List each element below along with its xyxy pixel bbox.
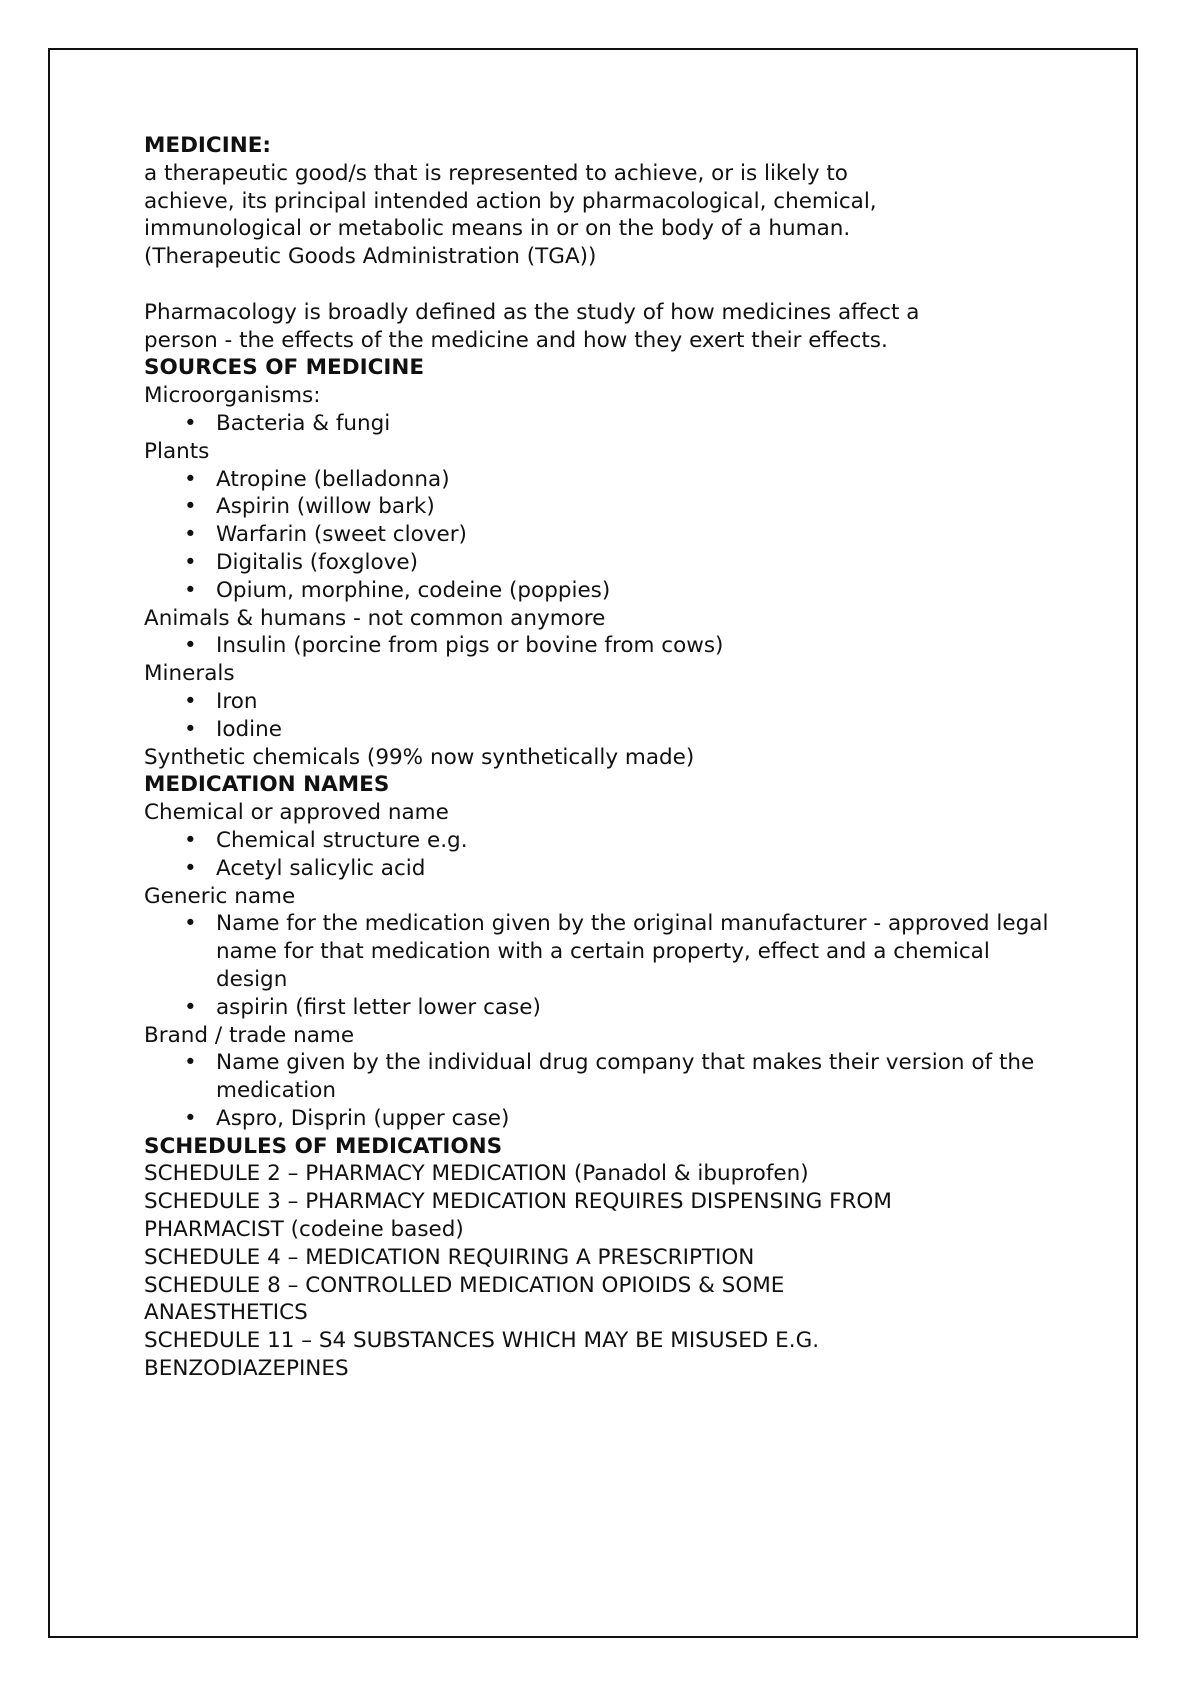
list-item: • Aspro, Disprin (upper case) bbox=[184, 1105, 510, 1131]
list-item: • Warfarin (sweet clover) bbox=[184, 522, 467, 548]
names-heading: MEDICATION NAMES bbox=[144, 772, 390, 798]
list-item: • Chemical structure e.g. bbox=[184, 827, 468, 853]
document-body bbox=[144, 132, 1064, 1383]
synthetic-source: Synthetic chemicals (99% now synthetically made) bbox=[144, 744, 695, 770]
bullet-icon: • bbox=[184, 577, 197, 603]
bullet-icon: • bbox=[184, 994, 197, 1020]
definition-source: (Therapeutic Goods Administration (TGA)) bbox=[144, 244, 597, 270]
spacer bbox=[144, 271, 1064, 299]
bullet-icon: • bbox=[184, 716, 197, 742]
list-item: • Opium, morphine, codeine (poppies) bbox=[184, 577, 611, 603]
schedule-line: SCHEDULE 2 – PHARMACY MEDICATION (Panadol & ibuprofen) bbox=[144, 1161, 809, 1187]
schedule-line: SCHEDULE 8 – CONTROLLED MEDICATION OPIOIDS & SOME bbox=[144, 1272, 785, 1298]
name-group-label: Chemical or approved name bbox=[144, 800, 449, 826]
source-group-label: Animals & humans - not common anymore bbox=[144, 605, 606, 631]
schedule-line: ANAESTHETICS bbox=[144, 1300, 308, 1326]
bullet-icon: • bbox=[184, 855, 197, 881]
schedule-line: SCHEDULE 4 – MEDICATION REQUIRING A PRESCRIPTION bbox=[144, 1244, 755, 1270]
schedules-heading: SCHEDULES OF MEDICATIONS bbox=[144, 1133, 503, 1159]
source-list bbox=[144, 688, 1064, 744]
schedule-line: SCHEDULE 3 – PHARMACY MEDICATION REQUIRES DISPENSING FROM bbox=[144, 1189, 892, 1215]
bullet-icon: • bbox=[184, 549, 197, 575]
source-list bbox=[144, 410, 1064, 438]
list-item: • Name given by the individual drug company that makes their version of the medication bbox=[184, 1050, 1035, 1104]
bullet-icon: • bbox=[184, 688, 197, 714]
list-item: • Iodine bbox=[184, 716, 282, 742]
source-group-label: Plants bbox=[144, 438, 210, 464]
bullet-icon: • bbox=[184, 827, 197, 853]
list-item: • Digitalis (foxglove) bbox=[184, 549, 419, 575]
sources-heading: SOURCES OF MEDICINE bbox=[144, 355, 425, 381]
source-group-label: Microorganisms: bbox=[144, 383, 321, 409]
bullet-icon: • bbox=[184, 1105, 197, 1131]
bullet-icon: • bbox=[184, 494, 197, 520]
medicine-heading: MEDICINE: bbox=[144, 133, 271, 158]
source-group-label: Minerals bbox=[144, 661, 235, 687]
bullet-icon: • bbox=[184, 522, 197, 548]
definition-line: immunological or metabolic means in or on the body of a human. bbox=[144, 216, 851, 242]
schedule-line: PHARMACIST (codeine based) bbox=[144, 1217, 464, 1243]
schedule-line: BENZODIAZEPINES bbox=[144, 1356, 349, 1382]
list-item: • Aspirin (willow bark) bbox=[184, 494, 435, 520]
list-item: • Name for the medication given by the original manufacturer - approved legal name for that medication with a certain property, effect and a chemical design bbox=[184, 911, 1049, 992]
name-list bbox=[144, 1049, 1064, 1132]
definition-line: achieve, its principal intended action by pharmacological, chemical, bbox=[144, 188, 877, 214]
pharmacology-line: Pharmacology is broadly defined as the study of how medicines affect a bbox=[144, 299, 920, 325]
bullet-icon: • bbox=[184, 410, 197, 436]
bullet-icon: • bbox=[184, 911, 197, 937]
schedule-line: SCHEDULE 11 – S4 SUBSTANCES WHICH MAY BE MISUSED E.G. bbox=[144, 1328, 820, 1354]
bullet-icon: • bbox=[184, 466, 197, 492]
bullet-icon: • bbox=[184, 633, 197, 659]
source-list bbox=[144, 632, 1064, 660]
list-item: • Acetyl salicylic acid bbox=[184, 855, 426, 881]
list-item: • Iron bbox=[184, 688, 258, 714]
name-group-label: Brand / trade name bbox=[144, 1022, 355, 1048]
definition-line: a therapeutic good/s that is represented to achieve, or is likely to bbox=[144, 160, 848, 186]
name-group-label: Generic name bbox=[144, 883, 296, 909]
list-item: • Bacteria & fungi bbox=[184, 410, 391, 436]
name-list bbox=[144, 910, 1064, 1021]
list-item: • Atropine (belladonna) bbox=[184, 466, 450, 492]
name-list bbox=[144, 827, 1064, 883]
list-item: • Insulin (porcine from pigs or bovine from cows) bbox=[184, 633, 724, 659]
bullet-icon: • bbox=[184, 1050, 197, 1076]
source-list bbox=[144, 466, 1064, 605]
pharmacology-line: person - the effects of the medicine and how they exert their effects. bbox=[144, 327, 888, 353]
list-item: • aspirin (first letter lower case) bbox=[184, 994, 541, 1020]
